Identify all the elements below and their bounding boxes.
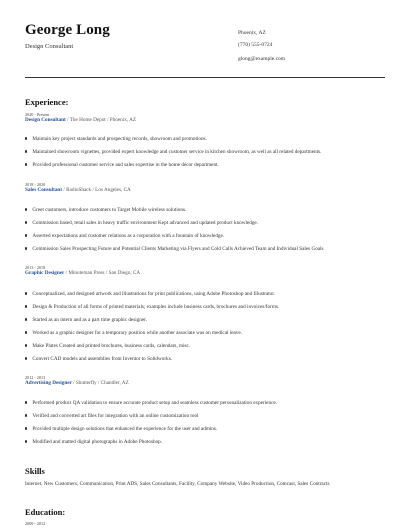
bullet-icon xyxy=(25,440,27,442)
job-title: Graphic Designer xyxy=(25,270,65,276)
skills-heading: Skills xyxy=(25,466,45,476)
experience-heading: Experience: xyxy=(25,97,69,107)
list-item: Asserted expectations and customer relations as a corporation with a fountain of knowledge. xyxy=(25,233,224,239)
list-item: Verified and converted art files for integration with an online customization tool xyxy=(25,413,198,419)
header-divider xyxy=(25,77,385,78)
list-item: Make Plates Created and printed brochures, business cards, calendars, misc. xyxy=(25,343,190,349)
job-entry xyxy=(25,182,385,252)
contact-phone: (770) 555-0724 xyxy=(238,42,273,48)
bullet-icon xyxy=(25,137,27,139)
job-dates: 2013 - 2018 xyxy=(25,265,46,270)
bullet-icon xyxy=(25,208,27,210)
list-item: Modified and matted digital photographs in Adobe Photoshop. xyxy=(25,439,162,445)
job-dates: 2012 - 2013 xyxy=(25,375,46,380)
list-item: Convert CAD models and assemblies from Inventor to Solidworks. xyxy=(25,356,172,362)
job-company: / RadioShack / Los Angeles, CA xyxy=(62,187,131,193)
bullet-icon xyxy=(25,414,27,416)
education-dates: 2009 - 2012 xyxy=(25,521,46,526)
list-item: Provided multiple design solutions that enhanced the experience for the user and admins. xyxy=(25,426,217,432)
job-dates: 2018 - 2020 xyxy=(25,182,46,187)
job-heading xyxy=(25,270,385,277)
list-item: Maintain key project standards and prospecting records, showroom and promotions. xyxy=(25,136,207,142)
contact-email[interactable]: glong@example.com xyxy=(238,56,286,62)
education-heading: Education: xyxy=(25,507,66,517)
list-item: Commission Sales Prospecting Future and Potential Clients Marketing via Flyers and Cold Calls Achieved Team and Individual Sales Goals xyxy=(25,246,324,252)
candidate-role: Design Consultant xyxy=(25,43,74,50)
bullet-icon xyxy=(25,163,27,165)
job-entry xyxy=(25,375,385,445)
list-item: Design & Production of all forms of printed materials; examples include business cards, brochures and invoices/forms. xyxy=(25,304,279,310)
list-item: Performed product QA validation to ensure accurate product setup and seamless customer personalization experience. xyxy=(25,400,277,406)
list-item: Greet customers, introduce customers to Target Mobile wireless solutions. xyxy=(25,207,186,213)
job-title: Sales Consultant xyxy=(25,187,63,193)
job-company: / The Home Depot / Phoenix, AZ xyxy=(65,117,137,123)
bullet-icon xyxy=(25,357,27,359)
job-heading xyxy=(25,187,385,194)
bullet-icon xyxy=(25,247,27,249)
bullet-icon xyxy=(25,150,27,152)
candidate-name: George Long xyxy=(25,22,110,38)
contact-location: Phoenix, AZ xyxy=(238,30,266,36)
job-dates: 2020 - Present xyxy=(25,112,50,117)
job-heading xyxy=(25,117,385,124)
job-entry xyxy=(25,265,385,362)
bullet-icon xyxy=(25,292,27,294)
job-heading xyxy=(25,380,385,387)
job-title: Design Consultant xyxy=(25,117,66,123)
job-entry xyxy=(25,112,385,168)
list-item: Started as an intern and as a part time graphic designer. xyxy=(25,317,147,323)
bullet-icon xyxy=(25,221,27,223)
bullet-icon xyxy=(25,318,27,320)
list-item: Provided professional customer service and sales expertise in the home décor department. xyxy=(25,162,219,168)
bullet-icon xyxy=(25,427,27,429)
bullet-icon xyxy=(25,344,27,346)
job-company: / Shutterfly / Chandler, AZ xyxy=(71,380,129,386)
bullet-icon xyxy=(25,234,27,236)
skills-list: Internet, New Customers, Communication, Print ADS, Sales Consultants, Facility, Company Website, Video Production, Comcast, Sales Contracts xyxy=(25,481,330,487)
job-title: Advertising Designer xyxy=(25,380,72,386)
job-company: / Minuteman Press / San Diego, CA xyxy=(64,270,141,276)
bullet-icon xyxy=(25,401,27,403)
list-item: Worked as a graphic designer for a temporary position while another associate was on medical leave. xyxy=(25,330,242,336)
list-item: Commission based, retail sales in heavy traffic environment Kept advanced and updated product knowledge. xyxy=(25,220,258,226)
list-item: Maintained showroom vignettes, provided expert knowledge and customer service in kitchen showroom, as well as all related departments. xyxy=(25,149,321,155)
bullet-icon xyxy=(25,305,27,307)
list-item: Conceptualized, and designed artwork and illustrations for print publications, using Adobe Photoshop and Illustrator. xyxy=(25,291,275,297)
bullet-icon xyxy=(25,331,27,333)
